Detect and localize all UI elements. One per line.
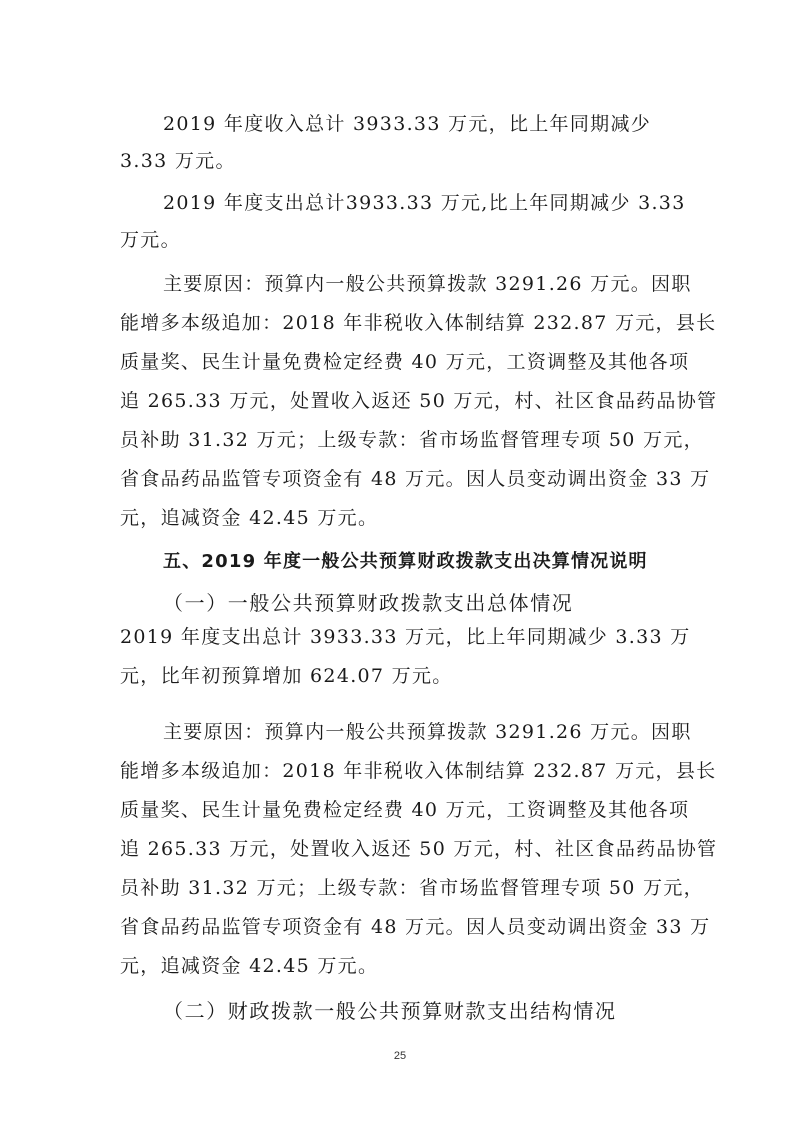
paragraph-line: 元，追减资金 42.45 万元。: [120, 955, 379, 977]
section-heading: 五、2019 年度一般公共预算财政拨款支出决算情况说明: [163, 551, 648, 572]
paragraph-line: 能增多本级追加：2018 年非税收入体制结算 232.87 万元，县长: [120, 760, 717, 782]
paragraph-line: 万元。: [120, 229, 181, 251]
paragraph-line: 省食品药品监管专项资金有 48 万元。因人员变动调出资金 33 万: [120, 468, 711, 490]
paragraph-line: 元，追减资金 42.45 万元。: [120, 507, 379, 529]
paragraph-line: 追 265.33 万元，处置收入返还 50 万元，村、社区食品药品协管: [120, 838, 718, 860]
paragraph-line: 省食品药品监管专项资金有 48 万元。因人员变动调出资金 33 万: [120, 916, 711, 938]
paragraph-line: 质量奖、民生计量免费检定经费 40 万元，工资调整及其他各项: [120, 799, 690, 821]
paragraph-line: 主要原因：预算内一般公共预算拨款 3291.26 万元。因职: [163, 273, 692, 295]
subsection-heading: （一）一般公共预算财政拨款支出总体情况: [163, 591, 574, 615]
paragraph-line: 追 265.33 万元，处置收入返还 50 万元，村、社区食品药品协管: [120, 390, 718, 412]
paragraph-line: 主要原因：预算内一般公共预算拨款 3291.26 万元。因职: [163, 721, 692, 743]
paragraph-line: 元，比年初预算增加 624.07 万元。: [120, 665, 453, 687]
paragraph-line: 2019 年度收入总计 3933.33 万元，比上年同期减少: [163, 113, 652, 135]
paragraph-line: 员补助 31.32 万元；上级专款：省市场监督管理专项 50 万元，: [120, 429, 704, 451]
paragraph-line: 2019 年度支出总计 3933.33 万元，比上年同期减少 3.33 万: [120, 626, 691, 648]
paragraph-line: 2019 年度支出总计3933.33 万元,比上年同期减少 3.33: [163, 192, 686, 214]
paragraph-line: 3.33 万元。: [120, 150, 236, 172]
paragraph-line: 质量奖、民生计量免费检定经费 40 万元，工资调整及其他各项: [120, 351, 690, 373]
paragraph-line: 能增多本级追加：2018 年非税收入体制结算 232.87 万元，县长: [120, 312, 717, 334]
subsection-heading: （二）财政拨款一般公共预算财款支出结构情况: [163, 999, 617, 1023]
paragraph-line: 员补助 31.32 万元；上级专款：省市场监督管理专项 50 万元，: [120, 877, 704, 899]
page-number: 25: [393, 1050, 407, 1062]
